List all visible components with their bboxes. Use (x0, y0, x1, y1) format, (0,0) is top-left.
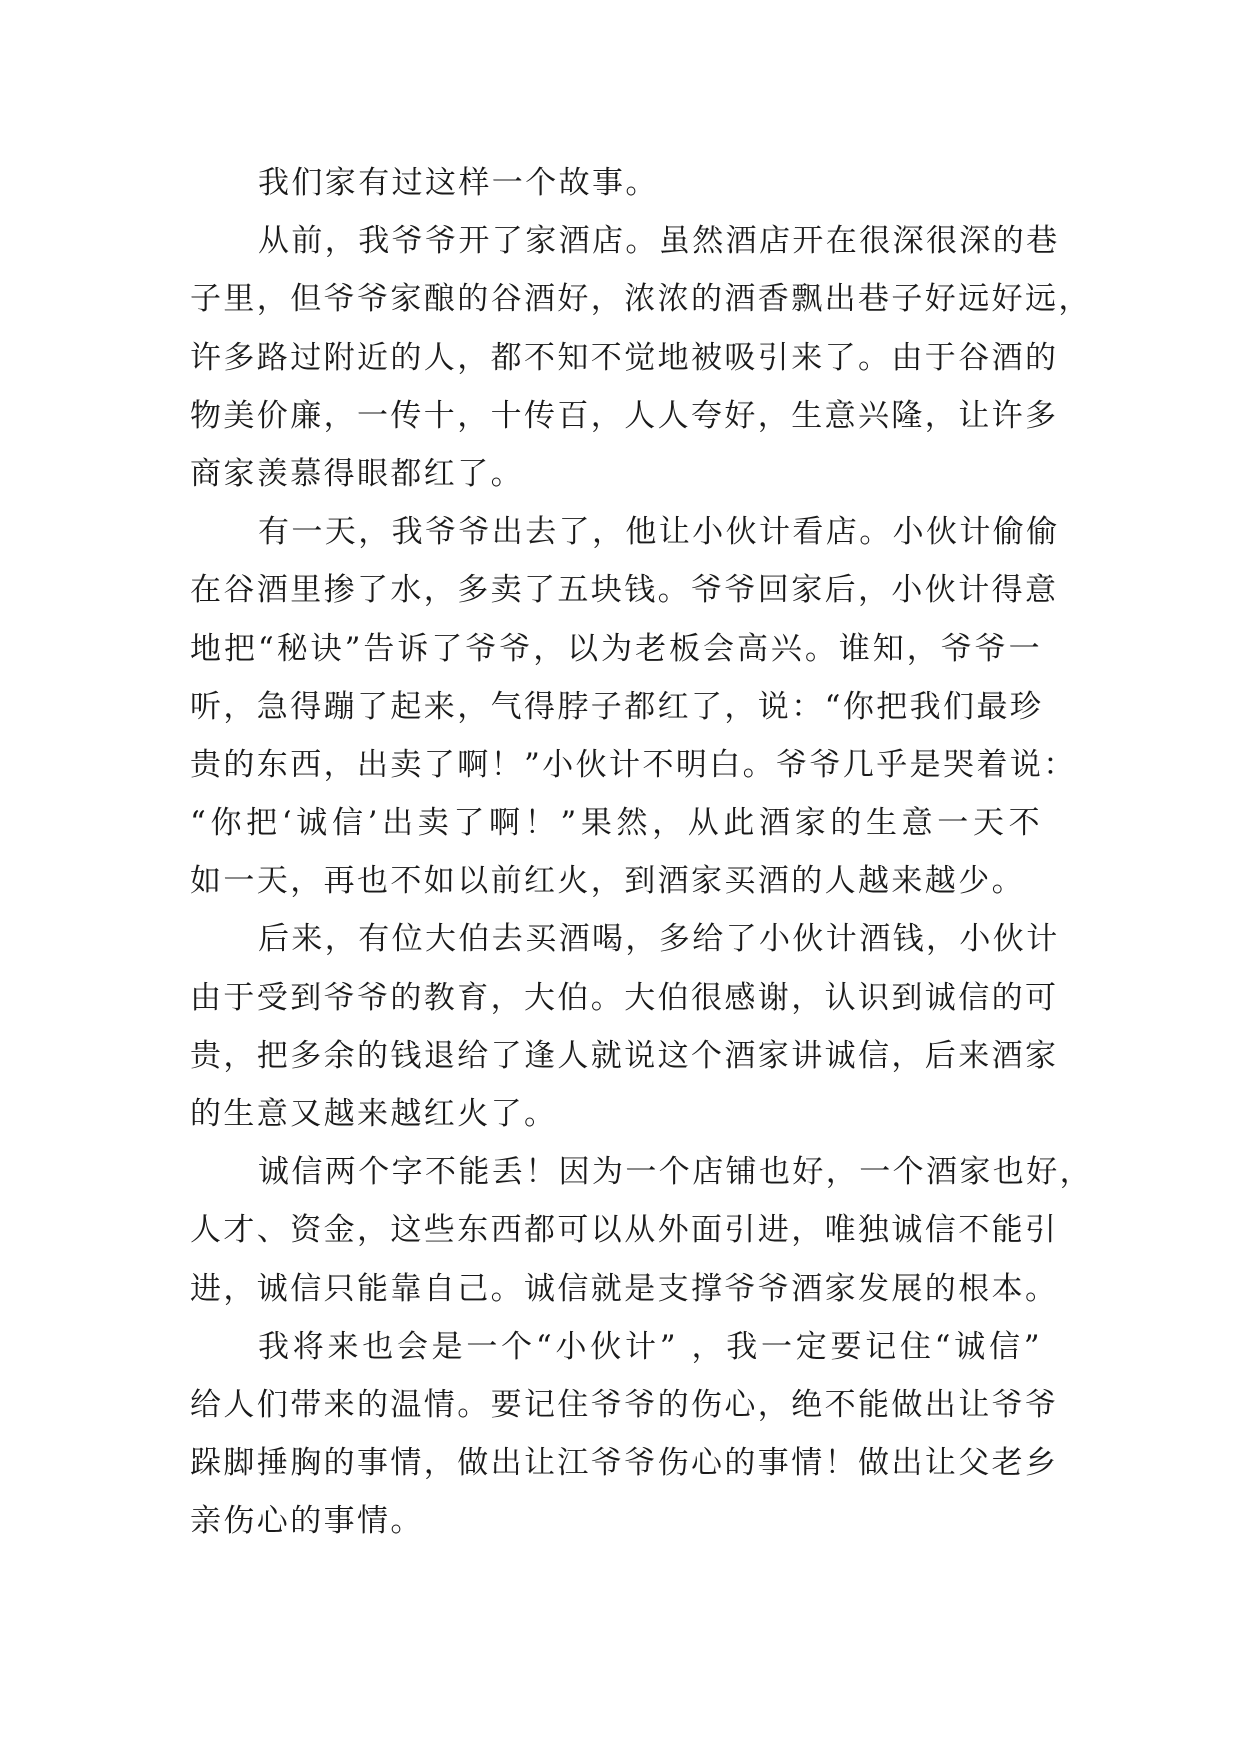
paragraph-4-line-2: 由于受到爷爷的教育，大伯。大伯很感谢，认识到诚信的可 (190, 979, 1059, 1016)
paragraph-3-line-6: “你把‘诚信’出卖了啊！”果然，从此酒家的生意一天不 (190, 805, 1042, 842)
paragraph-3-line-3: 地把“秘诀”告诉了爷爷，以为老板会高兴。谁知，爷爷一 (190, 630, 1042, 667)
paragraph-3-line-7: 如一天，再也不如以前红火，到酒家买酒的人越来越少。 (190, 863, 1025, 900)
article-body (190, 154, 1093, 1551)
paragraph-1-line-1: 我们家有过这样一个故事。 (258, 165, 659, 201)
paragraph-2-line-3: 许多路过附近的人，都不知不觉地被吸引来了。由于谷酒的 (190, 339, 1059, 376)
paragraph-4-line-1: 后来，有位大伯去买酒喝，多给了小伙计酒钱，小伙计 (258, 921, 1060, 958)
paragraph-3-line-5: 贵的东西，出卖了啊！”小伙计不明白。爷爷几乎是哭着说： (190, 746, 1077, 783)
paragraph-5-line-2: 人才、资金，这些东西都可以从外面引进，唯独诚信不能引 (190, 1212, 1059, 1249)
paragraph-6-line-3: 跺脚捶胸的事情，做出让江爷爷伤心的事情！做出让父老乡 (190, 1445, 1059, 1482)
paragraph-5-line-1: 诚信两个字不能丢！因为一个店铺也好，一个酒家也好， (258, 1154, 1093, 1191)
paragraph-6-line-2: 给人们带来的温情。要记住爷爷的伤心，绝不能做出让爷爷 (190, 1386, 1059, 1423)
paragraph-2-line-5: 商家羡慕得眼都红了。 (190, 455, 524, 492)
paragraph-6-line-4: 亲伤心的事情。 (190, 1503, 424, 1540)
paragraph-3-line-2: 在谷酒里掺了水，多卖了五块钱。爷爷回家后，小伙计得意 (190, 572, 1059, 609)
paragraph-4-line-3: 贵，把多余的钱退给了逢人就说这个酒家讲诚信，后来酒家 (190, 1037, 1059, 1074)
paragraph-3-line-1: 有一天，我爷爷出去了，他让小伙计看店。小伙计偷偷 (258, 514, 1060, 551)
paragraph-3-line-4: 听，急得蹦了起来，气得脖子都红了，说：“你把我们最珍 (190, 688, 1044, 725)
paragraph-2-line-4: 物美价廉，一传十，十传百，人人夸好，生意兴隆，让许多 (190, 397, 1059, 434)
paragraph-6-line-1: 我将来也会是一个“小伙计” ，我一定要记住“诚信” (258, 1328, 1042, 1365)
paragraph-2-line-2: 子里，但爷爷家酿的谷酒好，浓浓的酒香飘出巷子好远好远， (190, 281, 1092, 318)
paragraph-4-line-4: 的生意又越来越红火了。 (190, 1096, 558, 1132)
paragraph-2-line-1: 从前，我爷爷开了家酒店。虽然酒店开在很深很深的巷 (258, 223, 1060, 260)
paragraph-5-line-3: 进，诚信只能靠自己。诚信就是支撑爷爷酒家发展的根本。 (190, 1270, 1059, 1307)
